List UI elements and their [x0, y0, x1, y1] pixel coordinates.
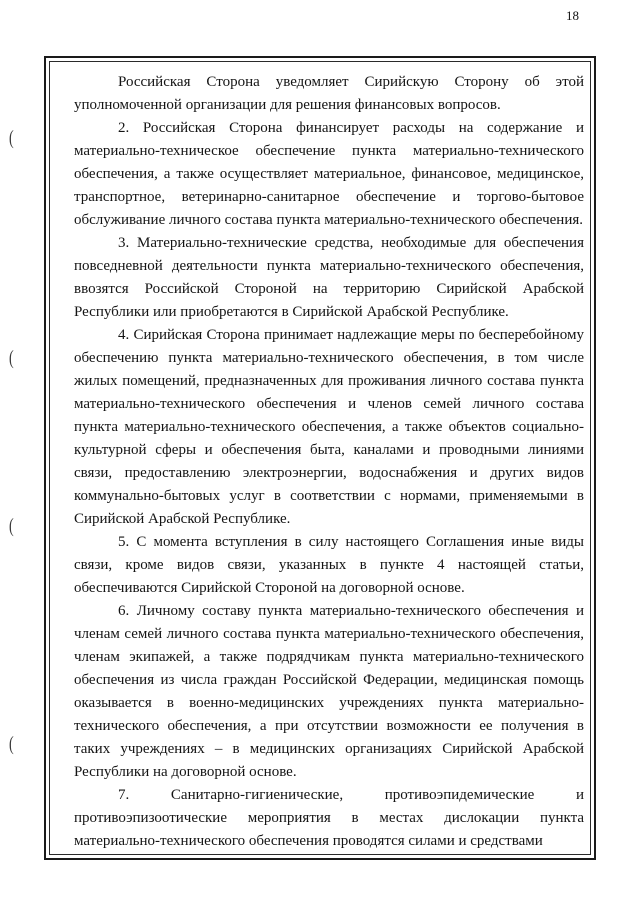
- margin-bracket-mark: (: [9, 347, 14, 369]
- paragraph-2: 2. Российская Сторона финансирует расходы на содержание и материально-техническое обеспечение пункта материально-технического обеспечения, а также осуществляет материальное, финансовое, медицинское, транспортное, ветеринарно-санитарное обеспечение и торгово-бытовое обслуживание личного состава пункта материально-технического обеспечения.: [74, 120, 584, 228]
- paragraph-4: 4. Сирийская Сторона принимает надлежащие меры по бесперебойному обеспечению пункта материально-технического обеспечения, в том числе жилых помещений, предназначенных для проживания личного состава пункта материально-технического обеспечения и членов семей личного состава пункта материально-технического обеспечения, а также объектов социально-культурной сферы и обеспечения быта, каналами и проводными линиями связи, предоставлению электроэнергии, водоснабжения и других видов коммунально-бытовых услуг в соответствии с нормами, применяемыми в Сирийской Арабской Республике.: [74, 327, 584, 527]
- page-number: 18: [566, 8, 579, 23]
- paragraph-intro: Российская Сторона уведомляет Сирийскую Сторону об этой уполномоченной организации для решения финансовых вопросов.: [74, 74, 584, 113]
- document-body: [74, 71, 584, 853]
- margin-bracket-mark: (: [9, 515, 14, 537]
- paragraph-5: 5. С момента вступления в силу настоящего Соглашения иные виды связи, кроме видов связи, указанных в пункте 4 настоящей статьи, обеспечиваются Сирийской Стороной на договорной основе.: [74, 534, 584, 596]
- paragraph-3: 3. Материально-технические средства, необходимые для обеспечения повседневной деятельности пункта материально-технического обеспечения, ввозятся Российской Стороной на территорию Сирийской Арабской Республики или приобретаются в Сирийской Арабской Республике.: [74, 235, 584, 320]
- paragraph-6: 6. Личному составу пункта материально-технического обеспечения и членам семей личного состава пункта материально-технического обеспечения, членам экипажей, а также подрядчикам пункта материально-технического обеспечения из числа граждан Российской Федерации, медицинская помощь оказывается в военно-медицинских учреждениях пункта материально-технического обеспечения, а при отсутствии возможности ее получения в таких учреждениях – в медицинских организациях Сирийской Арабской Республики на договорной основе.: [74, 603, 584, 780]
- margin-bracket-mark: (: [9, 127, 14, 149]
- margin-bracket-mark: (: [9, 733, 14, 755]
- paragraph-7: 7. Санитарно-гигиенические, противоэпидемические и противоэпизоотические мероприятия в местах дислокации пункта материально-технического обеспечения проводятся силами и средствами: [74, 787, 584, 849]
